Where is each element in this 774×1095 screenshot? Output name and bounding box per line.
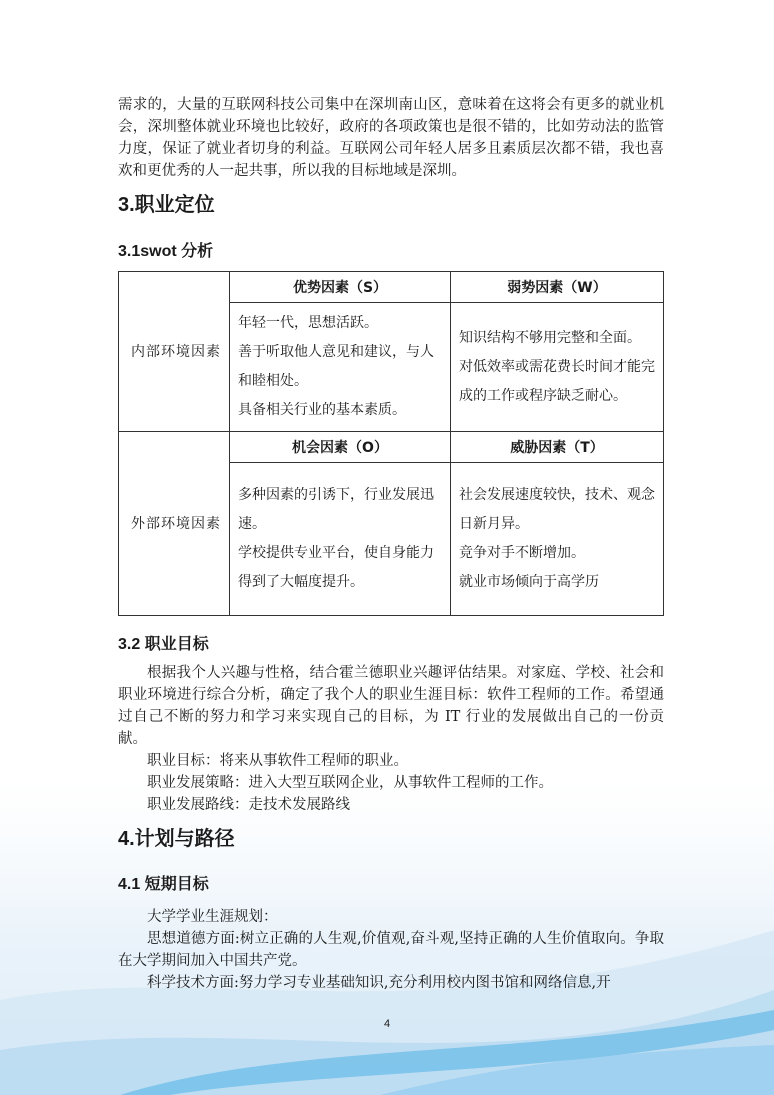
section-heading-career-positioning: 3.职业定位 bbox=[118, 194, 215, 216]
strength-item: 年轻一代，思想活跃。 bbox=[238, 315, 378, 331]
subsection-heading-swot: 3.1swot 分析 bbox=[118, 243, 214, 260]
subsection-heading-short-term-goal: 4.1 短期目标 bbox=[118, 876, 209, 893]
threats-header: 威胁因素（T） bbox=[451, 432, 664, 463]
goal-line-development-route: 职业发展路线：走技术发展路线 bbox=[147, 797, 350, 813]
plan-line-academic-plan: 大学学业生涯规划： bbox=[147, 909, 278, 925]
strength-item: 具备相关行业的基本素质。 bbox=[238, 402, 406, 418]
strengths-header: 优势因素（S） bbox=[230, 272, 451, 303]
intro-paragraph: 需求的，大量的互联网科技公司集中在深圳南山区，意味着在这将会有更多的就业机会，深圳整体就业环境也比较好，政府的各项政策也是很不错的，比如劳动法的监管力度，保证了就业者切身的利益。互联网公司年轻人居多且素质层次都不错，我也喜欢和更优秀的人一起共事，所以我的目标地域是深圳。 bbox=[118, 97, 664, 179]
strengths-cell bbox=[230, 303, 451, 432]
swot-header-row-external bbox=[119, 432, 664, 463]
swot-header-row-internal bbox=[119, 272, 664, 303]
weaknesses-cell bbox=[451, 303, 664, 432]
weakness-item: 知识结构不够用完整和全面。 bbox=[459, 329, 641, 346]
weaknesses-header: 弱势因素（W） bbox=[451, 272, 664, 303]
threat-item: 社会发展速度较快，技术、观念日新月异。 bbox=[459, 487, 655, 532]
plan-line-science: 科学技术方面:努力学习专业基础知识,充分利用校内图书馆和网络信息,开 bbox=[147, 975, 611, 991]
opportunities-cell bbox=[230, 463, 451, 616]
section-heading-plan-path: 4.计划与路径 bbox=[118, 828, 235, 850]
strength-item: 善于听取他人意见和建议，与人和睦相处。 bbox=[238, 344, 434, 389]
opportunity-item: 学校提供专业平台，使自身能力得到了大幅度提升。 bbox=[238, 545, 434, 590]
internal-environment-label: 内部环境因素 bbox=[119, 272, 230, 432]
swot-table bbox=[118, 271, 664, 616]
goal-line-career-target: 职业目标：将来从事软件工程师的职业。 bbox=[147, 753, 408, 769]
page-number: 4 bbox=[383, 1018, 391, 1030]
threats-cell bbox=[451, 463, 664, 616]
subsection-heading-career-goal: 3.2 职业目标 bbox=[118, 636, 209, 653]
threat-item: 竞争对手不断增加。 bbox=[459, 545, 585, 561]
goal-line-development-strategy: 职业发展策略：进入大型互联网企业，从事软件工程师的工作。 bbox=[147, 775, 553, 791]
weakness-item: 对低效率或需花费长时间才能完成的工作或程序缺乏耐心。 bbox=[459, 358, 655, 404]
threat-item: 就业市场倾向于高学历 bbox=[459, 574, 599, 590]
external-environment-label: 外部环境因素 bbox=[119, 432, 230, 616]
plan-line-moral: 思想道德方面:树立正确的人生观,价值观,奋斗观,坚持正确的人生价值取向。争取在大学期间加入中国共产党。 bbox=[118, 931, 664, 969]
opportunities-header: 机会因素（O） bbox=[230, 432, 451, 463]
opportunity-item: 多种因素的引诱下，行业发展迅速。 bbox=[238, 487, 434, 532]
goal-paragraph: 根据我个人兴趣与性格，结合霍兰德职业兴趣评估结果。对家庭、学校、社会和职业环境进行综合分析，确定了我个人的职业生涯目标：软件工程师的工作。希望通过自己不断的努力和学习来实现自己的目标，为 IT 行业的发展做出自己的一份贡献。 bbox=[118, 665, 664, 747]
